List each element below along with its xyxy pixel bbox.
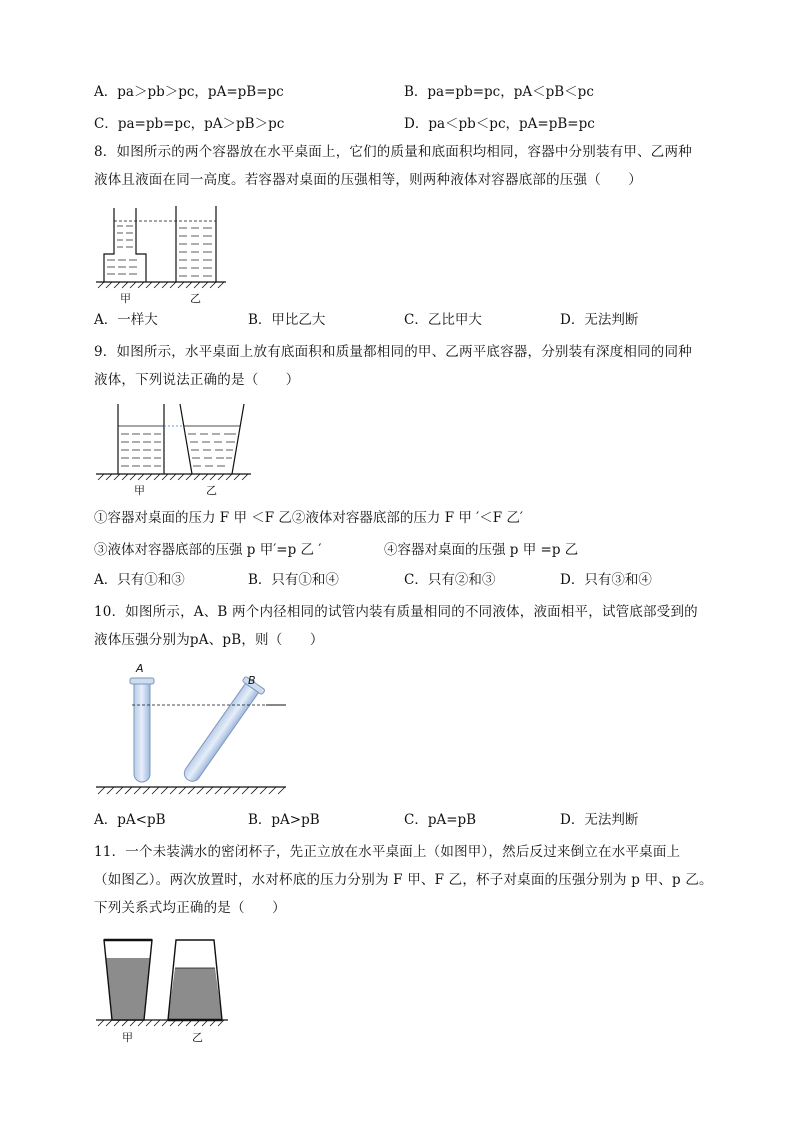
q9-label-jia: 甲 — [134, 484, 145, 497]
q9-statement-4: ④容器对桌面的压强 p 甲 =p 乙 — [384, 542, 579, 558]
q8-stem — [94, 138, 734, 194]
q10-stem — [94, 598, 734, 654]
q11-stem-line: （如图乙）。两次放置时，水对杯底的压力分别为 F 甲、F 乙，杯子对桌面的压强分别为 p 甲、p 乙。 — [94, 872, 713, 888]
q8-label-yi: 乙 — [190, 292, 201, 305]
q8-option-d: D．无法判断 — [560, 312, 639, 328]
q8-option-a: A．一样大 — [94, 312, 158, 328]
q10-stem-line: 液体压强分别为pA、pB，则（ ） — [94, 632, 324, 648]
q10-option-d: D．无法判断 — [560, 812, 639, 828]
q10-option-b: B．pA>pB — [248, 812, 320, 828]
q10-label-a: A — [136, 662, 144, 675]
q9-option-c: C．只有②和③ — [404, 572, 496, 588]
q9-statement-3: ③液体对容器底部的压强 p 甲′=p 乙 ′ — [94, 542, 322, 558]
q8-stem-line: 液体且液面在同一高度。若容器对桌面的压强相等，则两种液体对容器底部的压强（ ） — [94, 172, 642, 188]
q7-option-a: A．pa＞pb＞pc，pA=pB=pc — [94, 84, 284, 100]
q8-label-jia: 甲 — [120, 292, 131, 305]
q9-option-d: D．只有③和④ — [560, 572, 652, 588]
q8-figure — [96, 202, 236, 307]
q11-label-jia: 甲 — [122, 1031, 133, 1044]
q10-option-c: C．pA=pB — [404, 812, 477, 828]
q9-option-a: A．只有①和③ — [94, 572, 185, 588]
q8-stem-line: 8．如图所示的两个容器放在水平桌面上，它们的质量和底面积均相同，容器中分别装有甲、乙两种 — [94, 144, 692, 160]
q9-option-b: B．只有①和④ — [248, 572, 339, 588]
q9-statement-1-2: ①容器对桌面的压力 F 甲 ＜F 乙②液体对容器底部的压力 F 甲 ′＜F 乙′ — [94, 510, 523, 526]
q11-stem-line: 11．一个未装满水的密闭杯子，先正立放在水平桌面上（如图甲），然后反过来倒立在水平桌面上 — [94, 844, 681, 860]
q10-stem-line: 10．如图所示，A、B 两个内径相同的试管内装有质量相同的不同液体，液面相平，试管底部受到的 — [94, 604, 698, 620]
q8-option-c: C．乙比甲大 — [404, 312, 482, 328]
q7-option-b: B．pa=pb=pc，pA＜pB＜pc — [404, 84, 594, 100]
q10-figure — [96, 662, 296, 802]
q9-label-yi: 乙 — [206, 484, 217, 497]
q10-label-b: B — [248, 674, 256, 687]
q10-option-a: A．pA<pB — [94, 812, 166, 828]
q11-label-yi: 乙 — [192, 1031, 203, 1044]
q7-option-c: C．pa=pb=pc，pA＞pB＞pc — [94, 116, 285, 132]
q9-stem — [94, 338, 734, 394]
q9-figure — [96, 402, 256, 497]
q9-stem-line: 液体，下列说法正确的是（ ） — [94, 372, 300, 388]
q9-stem-line: 9．如图所示，水平桌面上放有底面积和质量都相同的甲、乙两平底容器，分别装有深度相同的同种 — [94, 344, 692, 360]
q11-figure — [96, 936, 236, 1046]
q11-stem-line: 下列关系式均正确的是（ ） — [94, 900, 286, 916]
q8-option-b: B．甲比乙大 — [248, 312, 326, 328]
q7-option-d: D．pa＜pb＜pc，pA=pB=pc — [404, 116, 595, 132]
q11-stem — [94, 838, 734, 922]
